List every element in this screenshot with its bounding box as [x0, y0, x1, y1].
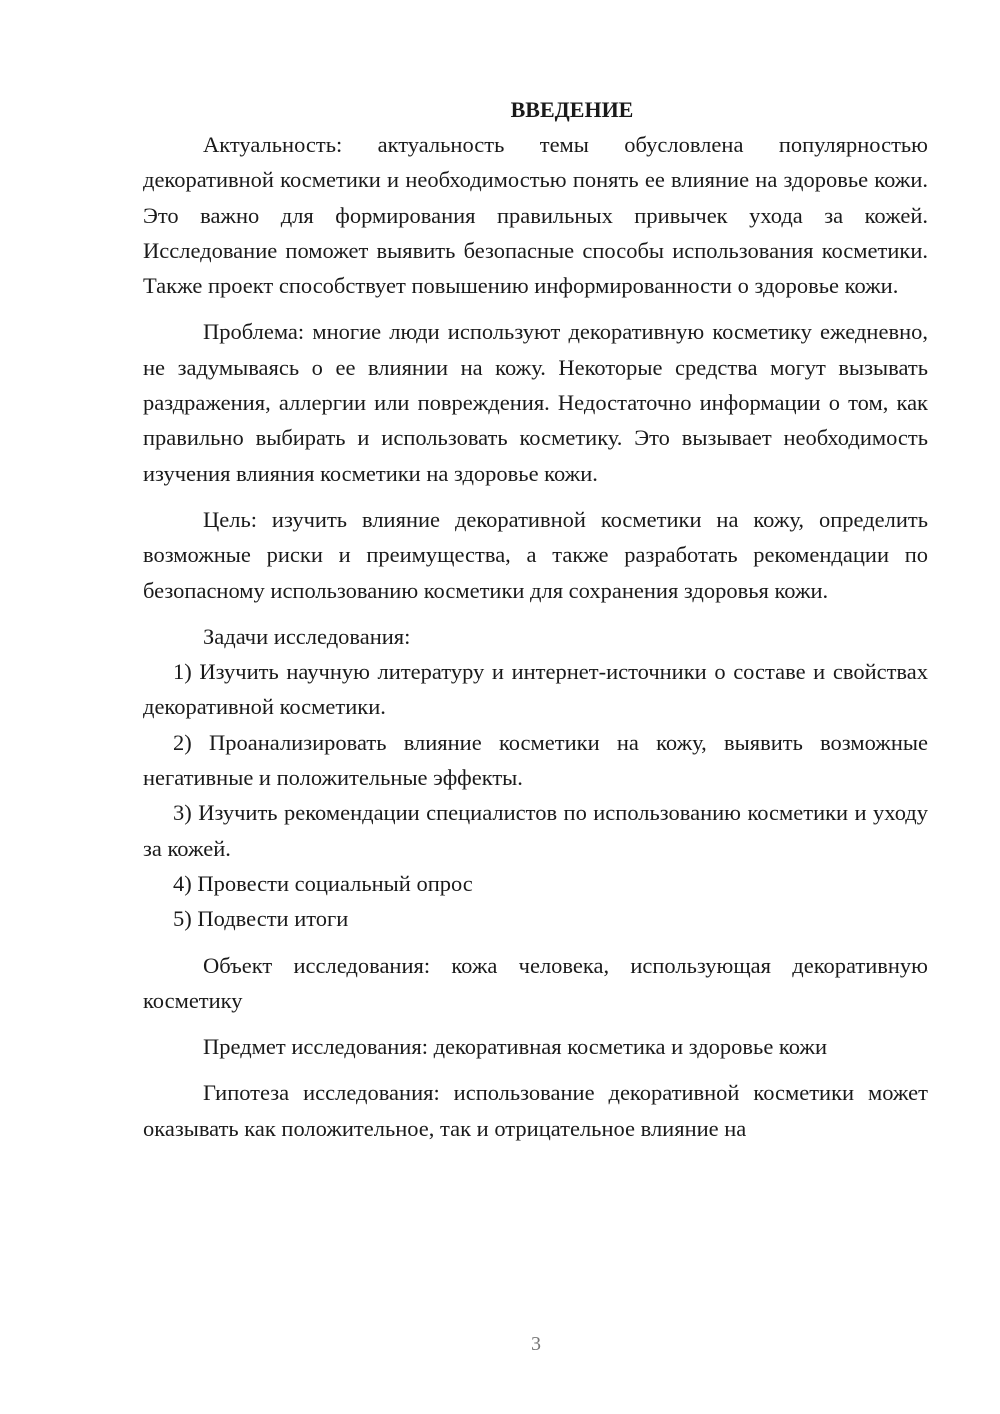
list-item: 5) Подвести итоги — [173, 906, 349, 932]
section-heading: ВВЕДЕНИЕ — [510, 97, 634, 122]
paragraph-tasks-title: Задачи исследования: — [203, 623, 411, 649]
list-item: 4) Провести социальный опрос — [173, 870, 473, 896]
list-item: 3) Изучить рекомендации специалистов по использованию косметики и уходу за кожей. — [143, 800, 928, 861]
paragraph-relevance: Актуальность: актуальность темы обусловлена популярностью декоративной косметики и необходимостью понять ее влияние на здоровье кожи. Это важно для формирования правильных привычек ухода за кожей. Исследование поможет выявить безопасные способы использования косметики. Также проект способствует повышению информированности о здоровье кожи. — [143, 132, 928, 299]
page-content — [143, 92, 928, 1146]
paragraph-object: Объект исследования: кожа человека, использующая декоративную косметику — [143, 952, 928, 1013]
paragraph-subject: Предмет исследования: декоративная косметика и здоровье кожи — [203, 1034, 827, 1060]
list-item: 2) Проанализировать влияние косметики на кожу, выявить возможные негативные и положительные эффекты. — [143, 729, 928, 791]
paragraph-problem: Проблема: многие люди используют декоративную косметику ежедневно, не задумываясь о ее влиянии на кожу. Некоторые средства могут вызывать раздражения, аллергии или повреждения. Недостаточно информации о том, как правильно выбирать и использовать косметику. Это вызывает необходимость изучения влияния косметики на здоровье кожи. — [143, 319, 928, 486]
list-item: 1) Изучить научную литературу и интернет-источники о составе и свойствах декоративной косметики. — [143, 659, 928, 720]
paragraph-hypothesis: Гипотеза исследования: использование декоративной косметики может оказывать как положительное, так и отрицательное влияние на — [143, 1080, 928, 1141]
paragraph-goal: Цель: изучить влияние декоративной косметики на кожу, определить возможные риски и преимущества, а также разработать рекомендации по безопасному использованию косметики для сохранения здоровья кожи. — [143, 506, 928, 603]
tasks-list — [143, 654, 928, 936]
page-number: 3 — [531, 1333, 541, 1355]
